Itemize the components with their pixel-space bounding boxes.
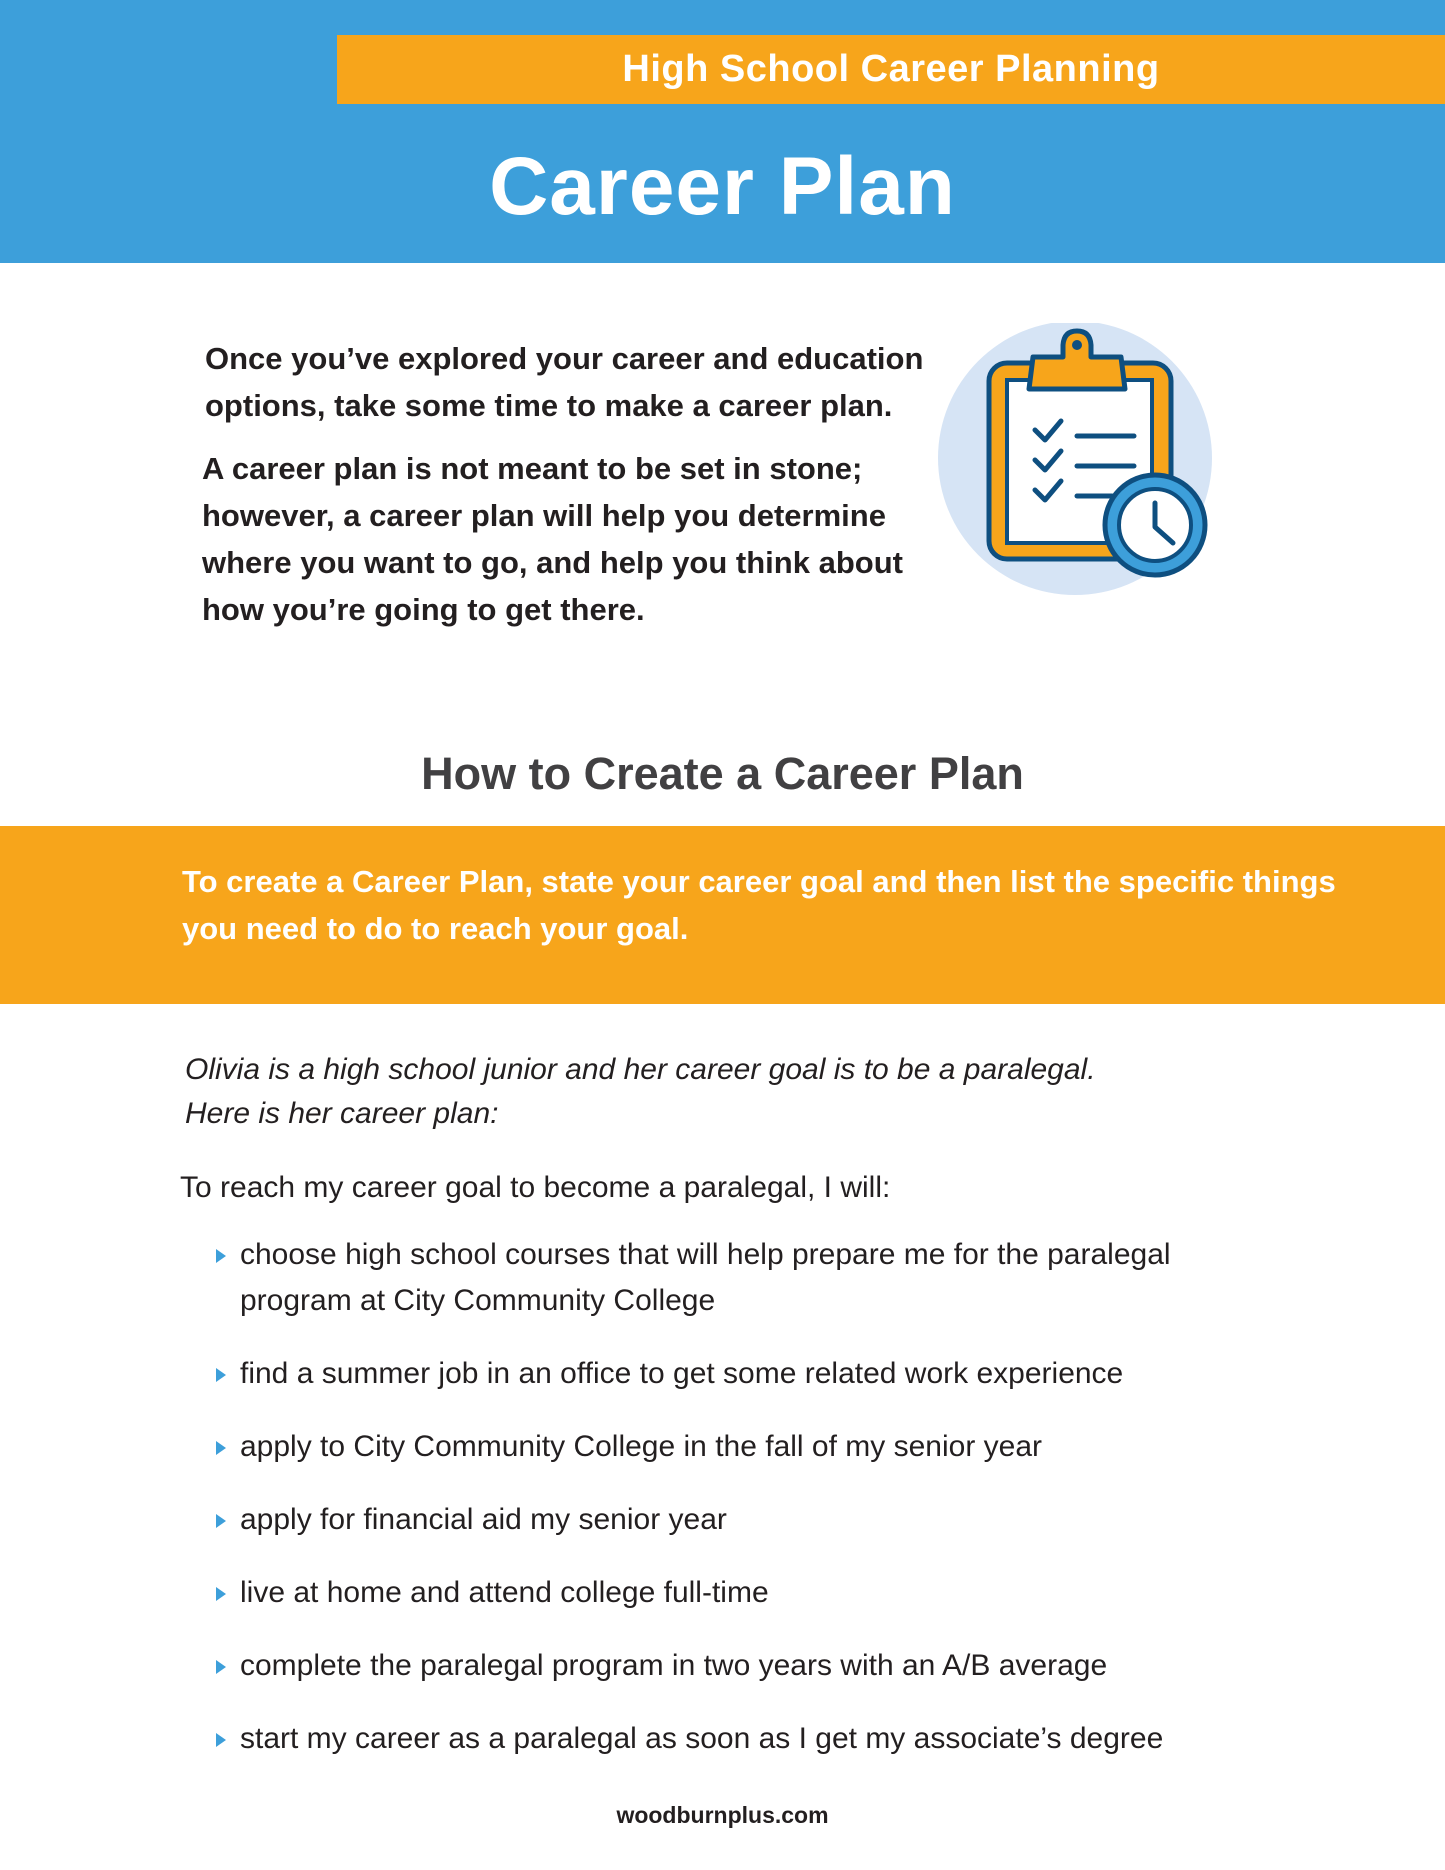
plan-lead: To reach my career goal to become a paralegal, I will: [180, 1171, 891, 1204]
triangle-bullet-icon [216, 1660, 226, 1674]
triangle-bullet-icon [216, 1249, 226, 1263]
list-item: apply for financial aid my senior year [214, 1497, 1274, 1543]
triangle-bullet-icon [216, 1441, 226, 1455]
example-intro-line-1: Olivia is a high school junior and her career goal is to be a paralegal. [185, 1053, 1096, 1086]
triangle-bullet-icon [216, 1368, 226, 1382]
intro-text [202, 335, 965, 649]
example-intro-line-2: Here is her career plan: [185, 1097, 499, 1130]
subtitle-banner [337, 35, 1445, 104]
callout-text: To create a Career Plan, state your career goal and then list the specific things you need to do to reach your goal. [182, 864, 1336, 946]
list-item: find a summer job in an office to get some related work experience [214, 1351, 1274, 1397]
list-item: complete the paralegal program in two years with an A/B average [214, 1643, 1274, 1689]
triangle-bullet-icon [216, 1733, 226, 1747]
list-item: start my career as a paralegal as soon as I get my associate’s degree [214, 1716, 1274, 1762]
callout-banner [0, 826, 1445, 1004]
triangle-bullet-icon [216, 1587, 226, 1601]
triangle-bullet-icon [216, 1514, 226, 1528]
page-header [0, 0, 1445, 263]
list-item: choose high school courses that will help prepare me for the paralegal program at City Community College [214, 1232, 1274, 1324]
plan-steps-list [214, 1232, 1274, 1789]
section-heading: How to Create a Career Plan [421, 748, 1024, 799]
intro-paragraph-2: A career plan is not meant to be set in stone; however, a career plan will help you determine where you want to go, and help you think about how you’re going to get there. [202, 451, 903, 627]
footer-website: woodburnplus.com [616, 1802, 829, 1828]
intro-paragraph-1: Once you’ve explored your career and education options, take some time to make a career plan. [205, 341, 924, 423]
clipboard-checklist-clock-icon [937, 323, 1212, 595]
example-intro [185, 1048, 1285, 1136]
list-item: apply to City Community College in the fall of my senior year [214, 1424, 1274, 1470]
list-item: live at home and attend college full-time [214, 1570, 1274, 1616]
page-subtitle: High School Career Planning [622, 48, 1160, 90]
page-title: Career Plan [489, 141, 956, 232]
